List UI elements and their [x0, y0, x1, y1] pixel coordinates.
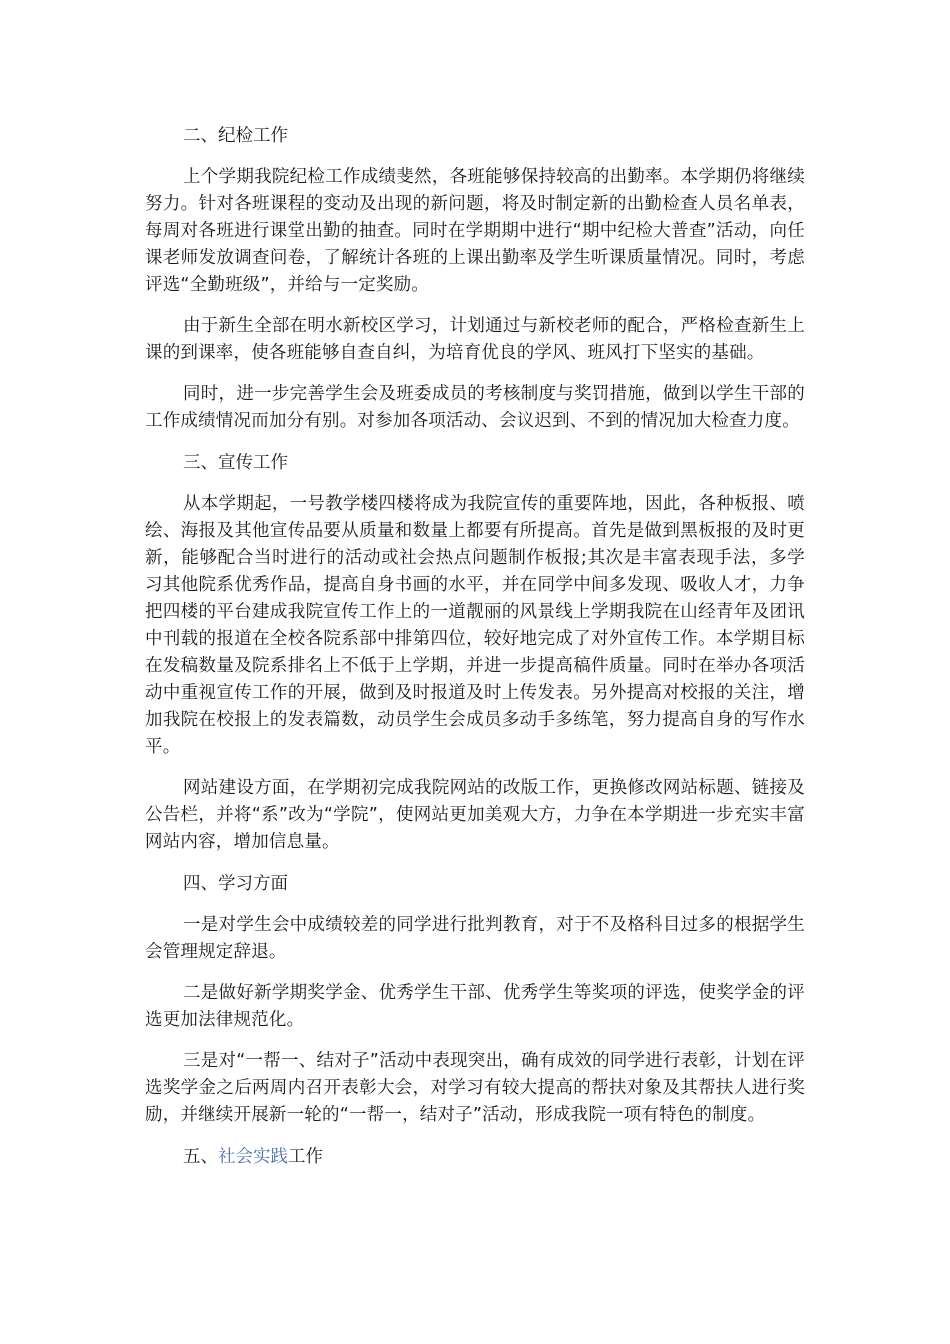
section-heading: 二、纪检工作 — [183, 126, 288, 146]
section-heading — [145, 1143, 805, 1171]
paragraph: 网站建设方面，在学期初完成我院网站的改版工作，更换修改网站标题、链接及公告栏，并将“系”改为“学院”，使网站更加美观大方，力争在本学期进一步充实丰富网站内容，增加信息量。 — [145, 778, 805, 852]
section-heading: 三、宣传工作 — [183, 453, 288, 473]
paragraph: 三是对“一帮一、结对子”活动中表现突出，确有成效的同学进行表彰，计划在评选奖学金之后两周内召开表彰大会，对学习有较大提高的帮扶对象及其帮扶人进行奖励，并继续开展新一轮的“一帮一，结对子”活动，形成我院一项有特色的制度。 — [145, 1051, 805, 1125]
section-heading: 四、学习方面 — [183, 874, 288, 894]
paragraph: 从本学期起，一号教学楼四楼将成为我院宣传的重要阵地，因此，各种板报、喷绘、海报及其他宣传品要从质量和数量上都要有所提高。首先是做到黑板报的及时更新，能够配合当时进行的活动或社会热点问题制作板报;其次是丰富表现手法，多学习其他院系优秀作品，提高自身书画的水平，并在同学中间多发现、吸收人才，力争把四楼的平台建成我院宣传工作上的一道靓丽的风景线上学期我院在山经青年及团讯中刊载的报道在全校各院系部中排第四位，较好地完成了对外宣传工作。本学期目标在发稿数量及院系排名上不低于上学期，并进一步提高稿件质量。同时在举办各项活动中重视宣传工作的开展，做到及时报道及时上传发表。另外提高对校报的关注，增加我院在校报上的发表篇数，动员学生会成员多动手多练笔，努力提高自身的写作水平。 — [145, 494, 805, 757]
paragraph: 二是做好新学期奖学金、优秀学生干部、优秀学生等奖项的评选，使奖学金的评选更加法律规范化。 — [145, 983, 805, 1030]
paragraph: 一是对学生会中成绩较差的同学进行批判教育，对于不及格科目过多的根据学生会管理规定辞退。 — [145, 915, 805, 962]
document-body — [145, 122, 805, 1185]
section-discipline — [145, 122, 805, 435]
social-practice-link[interactable]: 社会实践 — [218, 1147, 288, 1167]
section-study — [145, 870, 805, 1129]
heading-prefix: 五、 — [183, 1147, 218, 1167]
section-social-practice — [145, 1143, 805, 1171]
paragraph: 同时，进一步完善学生会及班委成员的考核制度与奖罚措施，做到以学生干部的工作成绩情况而加分有别。对参加各项活动、会议迟到、不到的情况加大检查力度。 — [145, 384, 805, 431]
heading-suffix: 工作 — [288, 1147, 323, 1167]
paragraph: 由于新生全部在明水新校区学习，计划通过与新校老师的配合，严格检查新生上课的到课率，使各班能够自查自纠，为培育优良的学风、班风打下坚实的基础。 — [145, 316, 805, 363]
section-publicity — [145, 449, 805, 856]
paragraph: 上个学期我院纪检工作成绩斐然，各班能够保持较高的出勤率。本学期仍将继续努力。针对各班课程的变动及出现的新问题，将及时制定新的出勤检查人员名单表，每周对各班进行课堂出勤的抽查。同时在学期期中进行“期中纪检大普查”活动，向任课老师发放调查问卷，了解统计各班的上课出勤率及学生听课质量情况。同时，考虑评选“全勤班级”，并给与一定奖励。 — [145, 167, 805, 295]
